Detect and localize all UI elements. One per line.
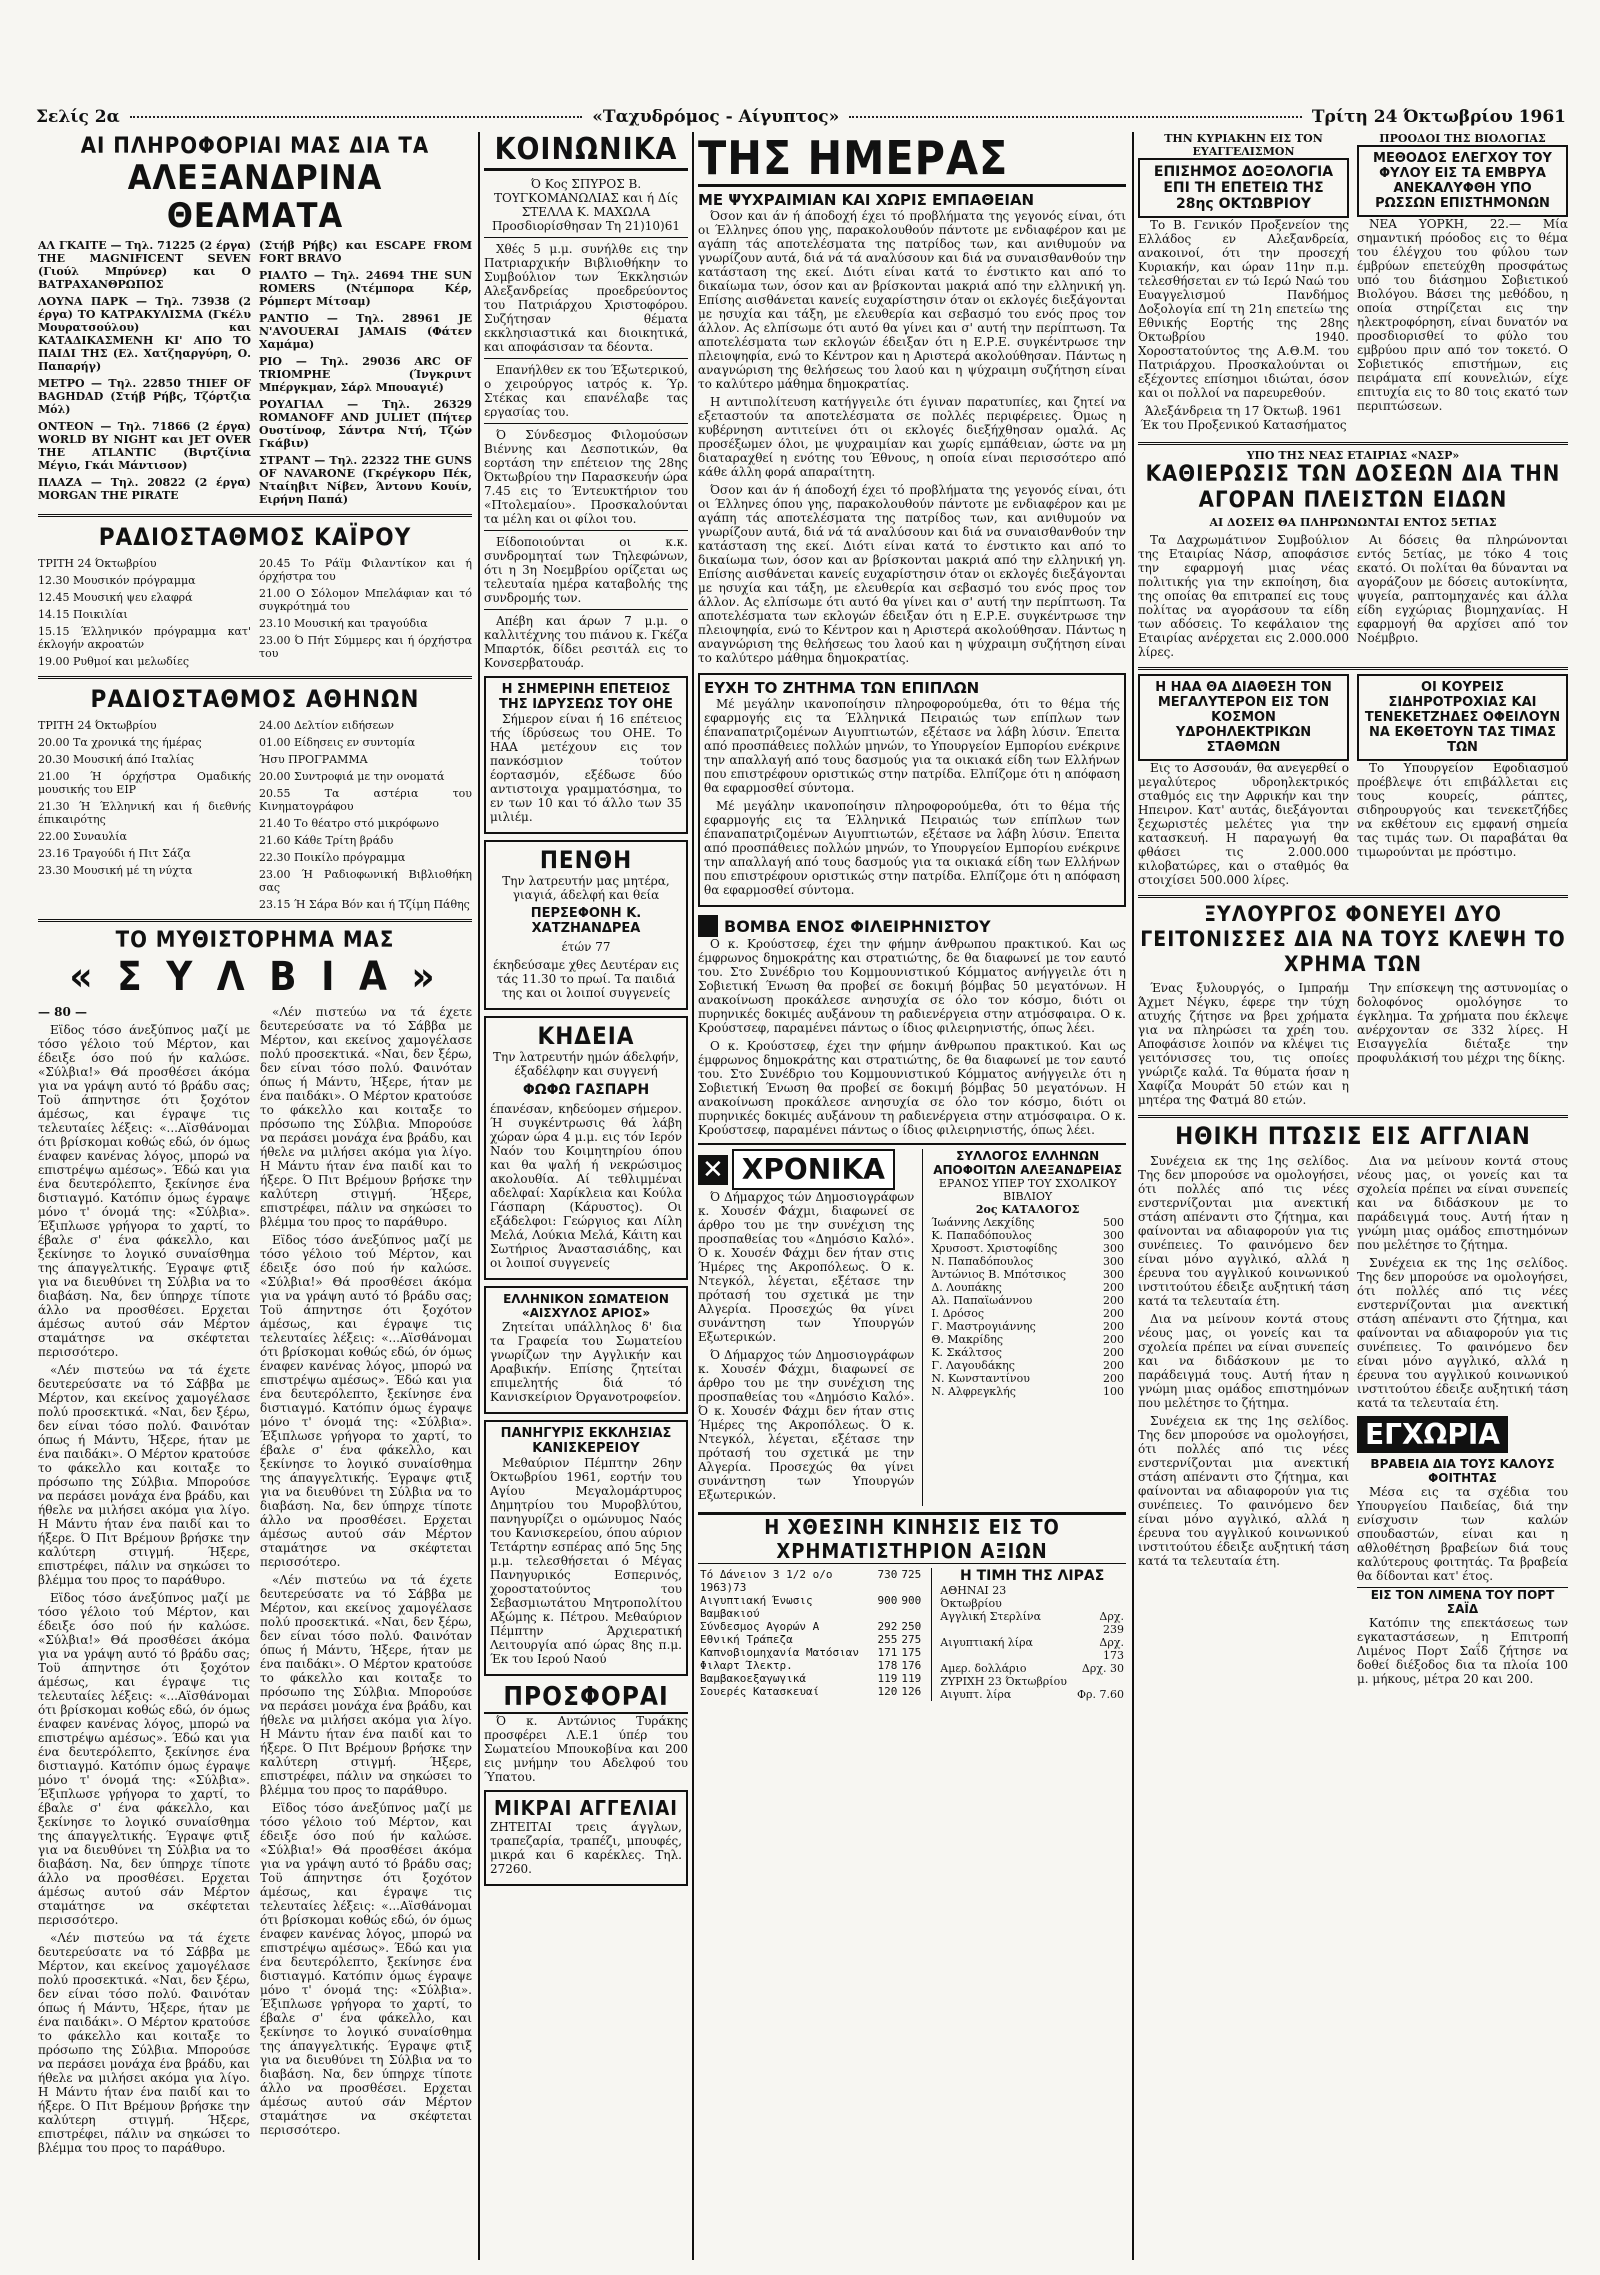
classifieds-title: ΜΙΚΡΑΙ ΑΓΓΕΛΙΑΙ xyxy=(494,1796,678,1820)
lira-row xyxy=(938,1688,1126,1701)
stock-row xyxy=(698,1620,923,1633)
donor-row xyxy=(929,1333,1126,1346)
radio-line: 14.15 Ποικιλίαι xyxy=(38,608,128,621)
cinema-entry: ΡΟΥΑΓΙΑΛ — Τηλ. 26329 ROMANOFF AND JULIET (Πήτερ Ουστίνοφ, Σάντρα Ντή, Τζών Γκάβιν) xyxy=(259,398,472,450)
radio-line: 23.00 Ό Πήτ Σύμμερς και ή όρχήστρα του xyxy=(259,634,472,660)
donor-row-cell: 200 xyxy=(1103,1372,1124,1385)
novel-installment: — 80 — xyxy=(38,1005,88,1019)
donor-row xyxy=(929,1385,1126,1398)
stock-row-cell: 178 xyxy=(877,1659,898,1672)
furniture-title: ΕΥΧΗ ΤΟ ΖΗΤΗΜΑ ΤΩΝ ΕΠΙΠΛΩΝ xyxy=(704,679,980,697)
section-title: ΤΗΣ ΗΜΕΡΑΣ xyxy=(698,132,1126,187)
donors-table xyxy=(929,1216,1126,1398)
mid-row xyxy=(1138,674,1568,891)
radio-line: 01.00 Είδησεις εν συντομία xyxy=(259,736,416,749)
lira-row-cell: ΖΥΡΙΧΗ 23 Όκτωβρίου xyxy=(940,1675,1067,1688)
column-rule xyxy=(478,132,480,2260)
furniture-text: Μέ μεγάλην ικανοποίησιν πληροφορούμεθα, ότι το θέμα τής εφαρμογής εις τα Έλληνικά Πειραιώς των επίπλων των έπαναπατριζομένων Αιγυπτιωτών, εξέτασε να λάβη λύσιν. Έπειτα από προσπάθειες πολλών μηνών, το Υπουργείον Εμπορίου ενέκρινε την απαλλαγή από τους δασμούς για τα οικιακά είδη των Ελλήνων που επιστρέφουν οριστικώς στην πατρίδα. Ελπίζομε ότι η απόφαση θα εφαρμοσθεί σύντομα. xyxy=(704,799,1120,897)
lira-row-cell: ΑΘΗΝΑΙ 23 Όκτωβρίου xyxy=(940,1584,1007,1610)
cinema-entry: ΡΙΑΛΤΟ — Τηλ. 24694 THE SUN ROMERS (Ντέμπορα Κέρ, Ρόμπερτ Μίτσαμ) xyxy=(259,269,472,308)
cinema-entry: ΛΟΥΝΑ ΠΑΡΚ — Τηλ. 73938 (2 έργα) ΤΟ ΚΑΤΡΑΚΥΛΙΣΜΑ (Γκέλυ Μουρατσούλου) και ΚΑΤΑΔΙΚΑΣΜΕΝΗ ΚΙ' ΑΠΟ ΤΟ ΠΑΙΔΙ ΤΗΣ (Ελ. Χατζηαργύρη, Ο. Παπαρήγ) xyxy=(38,295,251,373)
stock-row-cell: 250 xyxy=(901,1620,922,1633)
radio-line: 12.30 Μουσικόν πρόγραμμα xyxy=(38,574,196,587)
lira-row-cell: Αιγυπτ. λίρα xyxy=(940,1688,1012,1701)
radio-line: Ήσυ ΠΡΟΓΡΑΜΜΑ xyxy=(259,753,368,766)
chronika-x-mark: ✕ xyxy=(698,1155,728,1185)
donor-row xyxy=(929,1216,1126,1229)
local-news-text: Μέσα εις τα σχέδια του Υπουργείου Παιδείας, διά την ενίσχυσιν των καλών σπουδαστών, είναι και η αθλοθέτηση βραβείων διά τους καλύτερους φοιτητάς. Τα βραβεία θα δίδονται κατ' έτος. xyxy=(1357,1485,1568,1583)
novel-text: «Λέν πιστεύω να τά έχετε δευτερεύσατε να τό Σάββα με Μέρτον, και εκείνος χαμογέλασε πολύ προσεκτικά. «Ναι, δεν ξέρω, δεν είναι τόσο πολύ. Φαινόταν όπως ή Μάντυ, Ήξερε, ήταν με ένα παιδάκι». Ο Μέρτον κρατούσε το φάκελλο και κοιταξε το πρόσωπο της Σύλβια. Μπορούσε να περάσει μονάχα ένα βράδυ, και ήθελε να μιλήσει ακόμα για λίγο. Η Μάντυ ήταν ένα παιδί και το ήξερε. Ό Πιτ Βρέμουν βρήσκε την καλύτερη στιγμή. Ήξερε, επιστρέφει, πάλιν να σηκώσει το βλέμμα του προς το παράθυρο. xyxy=(38,1931,250,2155)
radio-line: 12.45 Μουσική ψευ ελαφρά xyxy=(38,591,193,604)
england-text: Συνέχεια εκ της 1ης σελίδος. Της δεν μπορούσε να ομολογήσει, ότι πολλές από τις νέες ενστερνίζονται μια ανεκτική στάση απέναντι στο ζήτημα, και φαίνονται να αδιαφορούν για τις συνέπειες. Το φαινόμενο δεν είναι μόνο αγγλικό, αλλά η έρευνα του αγγλικού κοινωνικού ινστιτούτου έδειξε αυξητική τάση κατά τα τελευταία έτη. xyxy=(1357,1256,1568,1410)
doxology-signature: Άλεξάνδρεια τη 17 Όκτωβ. 1961 Έκ του Προξενικού Κατασήματος xyxy=(1140,404,1347,432)
column-rule xyxy=(1132,132,1134,2260)
donor-row-cell: Ν. Κωνσταντίνου xyxy=(931,1372,1030,1385)
lira-title: Η ΤΙΜΗ ΤΗΣ ΛΙΡΑΣ xyxy=(959,1568,1105,1584)
donor-row-cell: Άντώνιος Β. Μπότσικος xyxy=(931,1268,1067,1281)
england-title: ΗΘΙΚΗ ΠΤΩΣΙΣ ΕΙΣ ΑΓΓΛΙΑΝ xyxy=(1175,1122,1531,1150)
cinema-title: ΑΛΕΞΑΝΔΡΙΝΑ ΘΕΑΜΑΤΑ xyxy=(127,158,383,236)
social-item: Επανήλθεν εκ του Έξωτερικού, ο χειρούργος ιατρός κ. Ύρ. Στέκας και επανέλαβε τας εργασίας του. xyxy=(484,363,688,419)
un-anniversary-text: Σήμερον είναι ή 16 επέτειος τής ίδρύσεως του ΟΗΕ. Το ΗΑΑ μετέχουν εις τον πανκόσμιον τούτον έορτασμόν, εξέδωσε δύο αντιστοιχα γραμματόσημα, το εν των 10 και τό άλλο των 35 μιλιέμ. xyxy=(490,712,682,824)
radio-line: 21.40 Το θέατρο στό μικρόφωνο xyxy=(259,817,439,830)
donor-row-cell: Γ. Λαγουδάκης xyxy=(931,1359,1015,1372)
bomb-text: Ο κ. Κρούστσεφ, έχει την φήμην άνθρωπου πρακτικού. Και ως έμφρωνος δημοκράτης και στρατιώτης, δε θα διαφωνεί με τον εαυτό του. Στο Συνέδριο του Κομμουνιστικού Κόμματος ανήγγειλε ότι η Σοβιετική Ένωση θα προβεί σε δοκιμή βόμβας 50 μεγατόνων. Η ανακοίνωση προκάλεσε ανησυχία σε όλο τον κόσμο, διότι οι πυρηνικές δοκιμές αυξάνουν τη ραδιενέργεια στην ατμόσφαιρα. Ο κ. Κρούστσεφ, παραμένει πάντως ο ίδιος φιλειρηνιστής, όπως λέει. xyxy=(698,1039,1126,1137)
donor-row-cell: Ν. Παπαδόπουλος xyxy=(931,1255,1034,1268)
radio-line: ΤΡΙΤΗ 24 Όκτωβρίου xyxy=(38,719,157,732)
lira-row-cell xyxy=(1073,1584,1126,1610)
funeral-title: ΚΗΔΕΙΑ xyxy=(537,1022,635,1050)
cinema-entry: ΟΝΤΕΟΝ — Τηλ. 71866 (2 έργα) WORLD BY NIGHT και JET OVER THE ATLANTIC (Βιρτζίνια Μέγιο, Γκάι Μάντισον) xyxy=(38,420,251,472)
paper-name: «Ταχυδρόμος - Αίγυπτος» xyxy=(592,107,840,127)
cinema-entry: ΠΛΑΖΑ — Τηλ. 20822 (2 έργα) MORGAN THE PIRATE xyxy=(38,476,251,502)
cinema-list-right xyxy=(259,239,472,510)
un-anniversary-box xyxy=(484,676,688,834)
bullet-mark xyxy=(698,915,718,937)
england-text: Δια να μείνουν κοντά στους νέους μας, οι γονείς και τα σχολεία πρέπει να είναι συνεπείς και να διδάσκουν με το παράδειγμά τους. Αυτή ήταν η γνώμη μιας ομάδος επιστημόνων που μελέτησε το ζήτημα. xyxy=(1138,1312,1349,1410)
novel-kicker: ΤΟ ΜΥΘΙΣΤΟΡΗΜΑ ΜΑΣ xyxy=(115,928,395,953)
stock-table xyxy=(698,1568,923,1698)
social-item: Χθές 5 μ.μ. συνήλθε εις την Πατριαρχικήν Βιβλιοθήκην το Συμβούλιον των Έκκλησιών Αλεξανδρείας προεδρεύοντος του Πατριάρχου Χριστοφόρου. Συζήτησαν θέματα εκκλησιαστικά και διοικητικά, και αποφάσισαν τα δέοντα. xyxy=(484,242,688,354)
lira-row-cell: Αιγυπτιακή λίρα xyxy=(940,1636,1033,1649)
column-1 xyxy=(38,132,472,2262)
novel-text: Εϊδος τόσο άνεξύπνος μαζί με τόσο γέλοιο τού Μέρτον, και έδειξε όσο πού ήν καλώσε. «Σύλβια!» Θά προσθέσει άκόμα για να γράψη αυτό τό βράδυ σας; Τοϋ άπηντησε ότι ξοχότον άμέσως, και έγραψε τις τελευταίες λέξεις: «...Αϊσθάνομαι ότι βρίσκομαι κοθώς εδώ, όν όμως έναφεν κανένας λόγος, μπορώ να επιστρέψω αμέσως». Έδώ και για ένα δευτερόλεπτο, ξεκίνησε ένα διστιαγμό. Κατόπιν όμως έγραψε μόνο τ' όνομά της: «Σύλβια». Έξιπλωσε γρήγορα το χαρτί, το έβαλε σ' ένα φάκελλο, και ξεκίνησε το λογικό συναίσθημα της άπαγγελτικής. Έγραψε φτιξ για να διευθύνει τη Σύλβια να το διαβάση. Να, δεν ύπηρχε τίποτε άλλο να προσθέσει. Ερχεται άμέσως αυτού σάν Μέρτον σταμάτησε να σκέφτεται περισσότερο. xyxy=(260,1801,472,2137)
donor-row xyxy=(929,1372,1126,1385)
nasser-body xyxy=(1138,533,1568,663)
editorial-text: Η αντιπολίτευση κατήγγειλε ότι έγιναν παρατυπίες, και ζητεί να εξεταστούν τα αποτελέσματα σε πολλές περιφέρειες. Όμως η κυβέρνηση αντιτείνει ότι οι εκλογές διεξήχθησαν ομαλά. Ας προσέξωμεν όλοι, με ψυχραιμίαν και χωρίς εμπάθειαν, ώστε να μη διαταραχθεί η ενότης του Έθνους, η οποία είναι περισσότερο από κάθε άλλη φορά απαραίτητη. xyxy=(698,395,1126,479)
donor-row xyxy=(929,1359,1126,1372)
stock-row xyxy=(698,1594,923,1620)
radio-line: 21.60 Κάθε Τρίτη βράδυ xyxy=(259,834,394,847)
novel-text: «Λέν πιστεύω να τά έχετε δευτερεύσατε να τό Σάββα με Μέρτον, και εκείνος χαμογέλασε πολύ προσεκτικά. «Ναι, δεν ξέρω, δεν είναι τόσο πολύ. Φαινόταν όπως ή Μάντυ, Ήξερε, ήταν με ένα παιδάκι». Ο Μέρτον κρατούσε το φάκελλο και κοιταξε το πρόσωπο της Σύλβια. Μπορούσε να περάσει μονάχα ένα βράδυ, και ήθελε να μιλήσει ακόμα για λίγο. Η Μάντυ ήταν ένα παιδί και το ήξερε. Ό Πιτ Βρέμουν βρήσκε την καλύτερη στιγμή. Ήξερε, επιστρέφει, πάλιν να σηκώσει το βλέμμα του προς το παράθυρο. xyxy=(38,1363,250,1587)
radio-line: 21.00 Ο Σόλομον Μπελάφιαν και τό συγκρότημά του xyxy=(259,587,472,613)
lira-row-cell: Αμερ. δολλάριο xyxy=(940,1662,1027,1675)
bomb-title: ΒΟΜΒΑ ΕΝΟΣ ΦΙΛΕΙΡΗΝΙΣΤΟΥ xyxy=(724,916,991,936)
donor-row-cell: 300 xyxy=(1103,1268,1124,1281)
radio-line: 21.30 Ή Έλληνική και ή διεθνής έπικαιρότης xyxy=(38,800,251,826)
murder-text: Την επίσκεψη της αστυνομίας ο δολοφόνος ομολόγησε το έγκλημα. Τα χρήματα που έκλεψε ανέρχονταν σε 332 λίρες. Η Εισαγγελία διέταξε την προφυλάκισή του μέχρι της δίκης. xyxy=(1357,981,1568,1065)
novel-text: Εϊδος τόσο άνεξύπνος μαζί με τόσο γέλοιο τού Μέρτον, και έδειξε όσο πού ήν καλώσε. «Σύλβια!» Θά προσθέσει άκόμα για να γράψη αυτό τό βράδυ σας; Τοϋ άπηντησε ότι ξοχότον άμέσως, και έγραψε τις τελευταίες λέξεις: «...Αϊσθάνομαι ότι βρίσκομαι κοθώς εδώ, όν όμως έναφεν κανένας λόγος, μπορώ να επιστρέψω αμέσως». Έδώ και για ένα δευτερόλεπτο, ξεκίνησε ένα διστιαγμό. Κατόπιν όμως έγραψε μόνο τ' όνομά της: «Σύλβια». Έξιπλωσε γρήγορα το χαρτί, το έβαλε σ' ένα φάκελλο, και ξεκίνησε το λογικό συναίσθημα της άπαγγελτικής. Έγραψε φτιξ για να διευθύνει τη Σύλβια να το διαβάση. Να, δεν ύπηρχε τίποτε άλλο να προσθέσει. Ερχεται άμέσως αυτού σάν Μέρτον σταμάτησε να σκέφτεται περισσότερο. xyxy=(38,1591,250,1927)
radio-line: 24.00 Δελτίον ειδήσεων xyxy=(259,719,394,732)
donor-row-cell: Αλ. Παπαϊωάννου xyxy=(931,1294,1033,1307)
offers-title: ΠΡΟΣΦΟΡΑΙ xyxy=(484,1682,688,1714)
england-text: Συνέχεια εκ της 1ης σελίδος. Της δεν μπορούσε να ομολογήσει, ότι πολλές από τις νέες ενστερνίζονται μια ανεκτική στάση απέναντι στο ζήτημα, και φαίνονται να αδιαφορούν για τις συνέπειες. Το φαινόμενο δεν είναι μόνο αγγλικό, αλλά η έρευνα του αγγλικού κοινωνικού ινστιτούτου έδειξε αυξητική τάση κατά τα τελευταία έτη. xyxy=(1138,1414,1349,1568)
mourning-name: ΠΕΡΣΕΦΟΝΗ Κ. ΧΑΤΖΗΑΝΔΡΕΑ xyxy=(530,906,642,936)
biology-text: ΝΕΑ ΥΟΡΚΗ, 22.— Μία σημαντική πρόοδος εις το θέμα του έλέγχου του φύλου των έμβρύων επετεύχθη προσφάτως υπό του διάσημου Σοβιετικού Βιολόγου. Βάσει της μεθόδου, η οποία στηρίζεται εις την ηλεκτροφόρηση, είναι δυνατόν να προσδιορισθεί το φύλο του εμβρύου πριν από τον τοκετό. Ο Σοβιετικός επιστήμων, εις πειράματα επί κουνελιών, είχε επιτυχία εις το 80 τοις εκατό των περιπτώσεων. xyxy=(1357,217,1568,413)
nasser-title: ΚΑΘΙΕΡΩΣΙΣ ΤΩΝ ΔΟΣΕΩΝ ΔΙΑ ΤΗΝ ΑΓΟΡΑΝ ΠΛΕΙΣΤΩΝ ΕΙΔΩΝ xyxy=(1145,462,1561,513)
port-title: ΕΙΣ ΤΟΝ ΛΙΜΕΝΑ ΤΟΥ ΠΟΡΤ ΣΑΪΔ xyxy=(1357,1587,1568,1616)
local-news-kicker: ΒΡΑΒΕΙΑ ΔΙΑ ΤΟΥΣ ΚΑΛΟΥΣ ΦΟΙΤΗΤΑΣ xyxy=(1370,1457,1555,1485)
donor-row-cell: 300 xyxy=(1103,1255,1124,1268)
radio-line: ΤΡΙΤΗ 24 Όκτωβρίου xyxy=(38,557,157,570)
stock-row-cell: 275 xyxy=(901,1633,922,1646)
novel-text: Εϊδος τόσο άνεξύπνος μαζί με τόσο γέλοιο τού Μέρτον, και έδειξε όσο πού ήν καλώσε. «Σύλβια!» Θά προσθέσει άκόμα για να γράψη αυτό τό βράδυ σας; Τοϋ άπηντησε ότι ξοχότον άμέσως, και έγραψε τις τελευταίες λέξεις: «...Αϊσθάνομαι ότι βρίσκομαι κοθώς εδώ, όν όμως έναφεν κανένας λόγος, μπορώ να επιστρέψω αμέσως». Έδώ και για ένα δευτερόλεπτο, ξεκίνησε ένα διστιαγμό. Κατόπιν όμως έγραψε μόνο τ' όνομά της: «Σύλβια». Έξιπλωσε γρήγορα το χαρτί, το έβαλε σ' ένα φάκελλο, και ξεκίνησε το λογικό συναίσθημα της άπαγγελτικής. Έγραψε φτιξ για να διευθύνει τη Σύλβια να το διαβάση. Να, δεν ύπηρχε τίποτε άλλο να προσθέσει. Ερχεται άμέσως αυτού σάν Μέρτον σταμάτησε να σκέφτεται περισσότερο. xyxy=(38,1023,250,1359)
festival-text: Μεθαύριον Πέμπτην 26ην Όκτωβρίου 1961, εορτήν του Αγίου Μεγαλομάρτυρος Δημητρίου του Μυροβλύτου, πανηγυρίζει ο ομώνυμος Ναός του Κανισκερείου, όπου αύριον Τετάρτην εσπέρας από 5ης 5ης μ.μ. τελεσθήσεται ό Μέγας Πανηγυρικός Εσπερινός, χοροστατούντος του Σεβασμιωτάτου Μητροπολίτου Αξώμης κ. Πέτρου. Μεθαύριον Πέμπτην Άρχιερατική Λειτουργία από ώρας 8ης π.μ. Έκ του Ιερού Ναού xyxy=(490,1456,682,1666)
novel-title: « Σ Υ Λ Β Ι Α » xyxy=(69,954,441,1000)
donor-row xyxy=(929,1229,1126,1242)
stock-row-cell: 292 xyxy=(877,1620,898,1633)
donor-row-cell: Κ. Σκάλτσος xyxy=(931,1346,1002,1359)
stock-row xyxy=(698,1646,923,1659)
radio-line: 19.00 Ρυθμοί και μελωδίες xyxy=(38,655,189,668)
donor-row xyxy=(929,1281,1126,1294)
donor-row-cell: Ν. Αλφρεγκλής xyxy=(931,1385,1016,1398)
donor-row-cell: Δ. Λουπάκης xyxy=(931,1281,1002,1294)
stock-row-cell: Καπνοβιομηχανία Ματόσιαν xyxy=(700,1646,859,1659)
barbers-title: ΟΙ ΚΟΥΡΕΙΣ ΣΙΔΗΡΟΤΡΟΧΙΑΣ ΚΑΙ ΤΕΝΕΚΕΤΖΗΔΕΣ ΟΦΕΙΛΟΥΝ ΝΑ ΕΚΘΕΤΟΥΝ ΤΑΣ ΤΙΜΑΣ ΤΩΝ xyxy=(1357,674,1568,761)
association-text: Ζητείται υπάλληλος δ' δια τα Γραφεία του Σωματείου γνωρίζων την Αγγλικήν και Αραβικήν. Επίσης ζητείται επιμελητής διά τό Κανισκείριον Όργανοτροφείον. xyxy=(490,1320,682,1404)
radio-line: 23.15 Ή Σάρα Βόν και ή Τζίμη Πάθης xyxy=(259,898,470,911)
donor-row-cell: 300 xyxy=(1103,1229,1124,1242)
doxology-text: Το Β. Γενικόν Προξενείον της Ελλάδος εν Αλεξανδρεία, ανακοινοί, ότι την προσεχή Κυριακήν, και ώραν 11ην π.μ. τελεσθήσεται εν τώ Ιερώ Ναώ του Ευαγγελισμού Πανδήμος Δοξολογία επί τη 21η επετείω της Εθνικής Εορτής της 28ης Όκτωβρίου 1940. Χοροστατούντος της Α.Θ.Μ. του Πατριάρχου. Προσκαλούνται οι εξέχοντες επίσημοι ιδιώται, όσον και οι πολλοί να παρευρεθούν. xyxy=(1138,218,1349,400)
lira-row-cell: Δρχ. 239 xyxy=(1099,1610,1124,1636)
radio-cairo-title: ΡΑΔΙΟΣΤΑΘΜΟΣ ΚΑΪΡΟΥ xyxy=(98,523,412,551)
radio-line: 23.00 Ή Ραδιοφωνική Βιβλιοθήκη σας xyxy=(259,868,472,894)
nasser-text: Τα Δαχρωμάτινον Συμβούλιον της Εταιρίας Νάσρ, αποφάσισε την εφαρμογή μιας νέας πολιτικής για την εκποίηση, δια της οποίας θα επιτραπεί εις τους πολίτας να αγοράσουν τα είδη των αδόσεις. Το κεφάλαιον της Εταιρίας ανέρχεται εις 2.000.000 λίρες. xyxy=(1138,533,1349,659)
social-title: ΚΟΙΝΩΝΙΚΑ xyxy=(484,132,688,171)
donor-row-cell: 500 xyxy=(1103,1216,1124,1229)
stock-row-cell: Εθνική Τράπεζα xyxy=(700,1633,793,1646)
header-divider xyxy=(849,116,1302,118)
chronika-row xyxy=(698,1143,1126,1506)
offers-text: Ό κ. Αντώνιος Τυράκης προσφέρει Λ.Ε.1 ύπέρ του Σωματείου Μπουκοβίνα και 200 εις μνήμην του Αδελφού του Ύπατου. xyxy=(484,1714,688,1784)
radio-line: 21.00 Ή όρχήστρα Ομαδικής μουσικής του ΕΙΡ xyxy=(38,770,251,796)
radio-line: 20.45 Το Ράϊμ Φιλαντίκον και ή όρχήστρα του xyxy=(259,557,472,583)
port-text: Κατόπιν της επεκτάσεως των εγκαταστάσεων, η Επιτροπή Λιμένος Πορτ Σαΐδ ζήτησε να δοθεί διέξοδος δια τα πλοία 100 μ. μήκους, μέτρα 20 και 200. xyxy=(1357,1616,1568,1686)
mourning-text: έκηδεύσαμε χθες Δευτέραν εις τάς 11.30 το πρωί. Τα παιδιά της και οι λοιποί συγγενείς xyxy=(493,958,679,1000)
stock-row xyxy=(698,1633,923,1646)
radio-line: 15.15 Έλληνικόν πρόγραμμα κατ' έκλογήν ακροατών xyxy=(38,625,251,651)
funeral-name: ΦΩΦΩ ΓΑΣΠΑΡΗ xyxy=(522,1082,650,1098)
murder-body xyxy=(1138,981,1568,1111)
stock-row-cell: 900 xyxy=(901,1594,922,1607)
social-item: Είδοποιούνται οι κ.κ. συνδρομηταί των Τηλεφώνων, ότι η 3η Νοεμβρίου ορίζεται ως τελευταία ημέρα καταβολής της συνδρομής των. xyxy=(484,535,688,605)
furniture-article xyxy=(698,673,1126,907)
association-title: ΕΛΛΗΝΙΚΟΝ ΣΩΜΑΤΕΙΟΝ «ΑΙΣΧΥΛΟΣ ΑΡΙΟΣ» xyxy=(503,1292,669,1320)
stock-row-cell: 126 xyxy=(901,1685,922,1698)
stock-row xyxy=(698,1685,923,1698)
funeral-notice xyxy=(484,1016,688,1280)
radio-line: 20.00 Συντροφιά με την ονοματά xyxy=(259,770,445,783)
donor-row xyxy=(929,1346,1126,1359)
stock-row xyxy=(698,1568,1126,1701)
association-notice xyxy=(484,1286,688,1414)
radio-cairo-schedule xyxy=(38,557,472,672)
novel-text: «Λέν πιστεύω να τά έχετε δευτερεύσατε να τό Σάββα με Μέρτον, και εκείνος χαμογέλασε πολύ προσεκτικά. «Ναι, δεν ξέρω, δεν είναι τόσο πολύ. Φαινόταν όπως ή Μάντυ, Ήξερε, ήταν με ένα παιδάκι». Ο Μέρτον κρατούσε το φάκελλο και κοιταξε το πρόσωπο της Σύλβια. Μπορούσε να περάσει μονάχα ένα βράδυ, και ήθελε να μιλήσει ακόμα για λίγο. Η Μάντυ ήταν ένα παιδί και το ήξερε. Ό Πιτ Βρέμουν βρήσκε την καλύτερη στιγμή. Ήξερε, επιστρέφει, πάλιν να σηκώσει το βλέμμα του προς το παράθυρο. xyxy=(260,1005,472,1229)
donor-row-cell: 200 xyxy=(1103,1346,1124,1359)
donor-row xyxy=(929,1307,1126,1320)
classifieds-box xyxy=(484,1790,688,1886)
stock-row-cell: 255 xyxy=(877,1633,898,1646)
cinema-entry: ΑΛ ΓΚΑΙΤΕ — Τηλ. 71225 (2 έργα) THE MAGNIFICENT SEVEN (Γιούλ Μπρύνερ) και Ο ΒΑΤΡΑΧΑΝΘΡΩΠΟΣ xyxy=(38,239,251,291)
alumni-subtitle: ΕΡΑΝΟΣ ΥΠΕΡ ΤΟΥ ΣΧΟΛΙΚΟΥ ΒΙΒΛΙΟΥ xyxy=(938,1177,1117,1203)
stock-row-cell: Σύνδεσμος Αγορών Α xyxy=(700,1620,820,1633)
hydro-title: Η ΗΑΑ ΘΑ ΔΙΑΘΕΣΗ ΤΟΝ ΜΕΓΑΛΥΤΕΡΟΝ ΕΙΣ ΤΟΝ ΚΟΣΜΟΝ ΥΔΡΟΗΛΕΚΤΡΙΚΩΝ ΣΤΑΘΜΩΝ xyxy=(1138,674,1349,761)
un-anniversary-title: Η ΣΗΜΕΡΙΝΗ ΕΠΕΤΕΙΟΣ ΤΗΣ ΙΔΡΥΣΕΩΣ ΤΟΥ ΟΗΕ xyxy=(499,682,673,712)
stock-row-cell: 120 xyxy=(877,1685,898,1698)
stock-row-cell: 900 xyxy=(877,1594,898,1607)
festival-notice xyxy=(484,1420,688,1676)
cinema-list-left xyxy=(38,239,251,510)
chronika-title: ΧΡΟΝΙΚΑ xyxy=(732,1149,895,1190)
funeral-text: έπανέσαν, κηδεύομεν σήμερον. Ή συγκέντρωσις θά λάβη χώραν ώρα 4 μ.μ. εις τόν Ιερόν Ναόν του Κοιμητηρίου όπου και θα ψαλή ή νεκρώσιμος ακολουθία. Αί τεθλιμμέναι αδελφαί: Χαρίκλεια και Κούλα Γάσπαρη (Κάρυστος). Οι εξάδελφοι: Γεώργιος και Λίλη Μελά, Λούκια Μελά, Κάιτη και Σωτήριος Άναστασιάδης, και οι λοιποί συγγενείς xyxy=(490,1102,682,1270)
alumni-title: ΣΥΛΛΟΓΟΣ ΕΛΛΗΝΩΝ ΑΠΟΦΟΙΤΩΝ ΑΛΕΞΑΝΔΡΕΙΑΣ xyxy=(933,1149,1123,1177)
radio-line: 20.30 Μουσική άπό Ιταλίας xyxy=(38,753,194,766)
england-text: Συνέχεια εκ της 1ης σελίδος. Της δεν μπορούσε να ομολογήσει, ότι πολλές από τις νέες ενστερνίζονται μια ανεκτική στάση απέναντι στο ζήτημα, και φαίνονται να αδιαφορούν για τις συνέπειες. Το φαινόμενο δεν είναι μόνο αγγλικό, αλλά η έρευνα του αγγλικού κοινωνικού ινστιτούτου έδειξε αυξητική τάση κατά τα τελευταία έτη. xyxy=(1138,1154,1349,1308)
lira-row-cell xyxy=(1073,1675,1126,1688)
alumni-list-title: 2ος ΚΑΤΑΛΟΓΟΣ xyxy=(975,1203,1080,1216)
radio-line: 23.10 Μουσική και τραγούδια xyxy=(259,617,428,630)
radio-line: 22.00 Συναυλία xyxy=(38,830,127,843)
local-news-title: ΕΓΧΩΡΙΑ xyxy=(1357,1416,1508,1453)
cinema-listings xyxy=(38,239,472,510)
biology-kicker: ΠΡΟΟΔΟΙ ΤΗΣ ΒΙΟΛΟΓΙΑΣ xyxy=(1379,132,1546,145)
stock-row-cell: 730 xyxy=(877,1568,898,1581)
donor-row-cell: 200 xyxy=(1103,1320,1124,1333)
donor-row-cell: Χρυσοστ. Χριστοφίδης xyxy=(931,1242,1058,1255)
lira-row-cell: Δρχ. 173 xyxy=(1099,1636,1124,1662)
mourning-title: ΠΕΝΘΗ xyxy=(539,846,633,874)
social-item: Ό Σύνδεσμος Φιλομούσων Βιέννης και Δεσποτικών, θα εορτάση την επέτειον της 28ης Όκτωβρίου την Παρασκευήν ώρα 7.45 εις το Έντευκτήριον του «Πτολεμαίου». Προσκαλούνται τα μέλη και οι φίλοι του. xyxy=(484,428,688,526)
donor-row-cell: 300 xyxy=(1103,1242,1124,1255)
england-text: Δια να μείνουν κοντά στους νέους μας, οι γονείς και τα σχολεία πρέπει να είναι συνεπείς και να διδάσκουν με το παράδειγμά τους. Αυτή ήταν η γνώμη μιας ομάδος επιστημόνων που μελέτησε το ζήτημα. xyxy=(1357,1154,1568,1252)
bomb-text: Ο κ. Κρούστσεφ, έχει την φήμην άνθρωπου πρακτικού. Και ως έμφρωνος δημοκράτης και στρατιώτης, δε θα διαφωνεί με τον εαυτό του. Στο Συνέδριο του Κομμουνιστικού Κόμματος ανήγγειλε ότι η Σοβιετική Ένωση θα προβεί σε δοκιμή βόμβας 50 μεγατόνων. Η ανακοίνωση προκάλεσε ανησυχία σε όλο τον κόσμο, διότι οι πυρηνικές δοκιμές αυξάνουν τη ραδιενέργεια στην ατμόσφαιρα. Ο κ. Κρούστσεφ, παραμένει πάντως ο ίδιος φιλειρηνιστής, όπως λέει. xyxy=(698,937,1126,1035)
radio-athens-title: ΡΑΔΙΟΣΤΑΘΜΟΣ ΑΘΗΝΩΝ xyxy=(90,685,420,713)
radio-line: 23.30 Μουσική μέ τη νύχτα xyxy=(38,864,193,877)
lira-table xyxy=(938,1584,1126,1701)
stock-row-cell: 725 xyxy=(901,1568,922,1581)
doxology-title: ΕΠΙΣΗΜΟΣ ΔΟΞΟΛΟΓΙΑ ΕΠΙ ΤΗ ΕΠΕΤΕΙΩ ΤΗΣ 28ης ΟΚΤΩΒΡΙΟΥ xyxy=(1138,158,1349,218)
stock-row-cell: Σουερές Κατασκευαί xyxy=(700,1685,820,1698)
cinema-entry: (Στήβ Ρήβς) και ESCAPE FROM FORT BRAVO xyxy=(259,239,472,265)
chronika-text: Ό Δήμαρχος τών Δημοσιογράφων κ. Χουσέν Φάχμι, διαφωνεί σε άρθρο του με την συνέχιση της προσπαθείας του «Δημόσιο Καλό». Ό κ. Χουσέν Φάχμι δεν ήταν στις Ήμέρες της Ακροπόλεως. Ό κ. Ντεγκόλ, λέγεται, εξέτασε την πρότασή του σχετικά με την Αλγερία. Προσεχώς θα γίνει συνάντηση των Υπουργών Εξωτερικών. xyxy=(698,1348,915,1502)
column-3 xyxy=(698,132,1126,2262)
engagement-notice: Ό Κος ΣΠΥΡΟΣ Β. ΤΟΥΓΚΟΜΑΝΩΛΙΑΣ και ή Δίς ΣΤΕΛΛΑ Κ. ΜΑΧΩΛΑ Προσδιορίσθησαν Τη 21)10)61 xyxy=(491,177,681,233)
murder-text: Ένας ξυλουργός, ο Ιμπραήμ Άχμετ Νέγκυ, έφερε την τύχη ατυχής ζήτησε να βρει χρήματα για να πληρώσει τα χρέη του. Αποφάσισε λοιπόν να κλέψει τις γειτόνισσες του, τις οποίες γνώριζε καλά. Τα θύματα ήσαν η Χαφίζα Μουράτ 50 ετών και η μητέρα της Φατμά 80 ετών. xyxy=(1138,981,1349,1107)
page-number: Σελίς 2α xyxy=(36,107,120,127)
lira-row xyxy=(938,1675,1126,1688)
donor-row-cell: Κ. Παπαδόπουλος xyxy=(931,1229,1032,1242)
classified-ad: ΖΗΤΕΙΤΑΙ τρεις άγγλων, τραπεζαρία, τραπέζι, μπουφές, μικρά και 6 καρέκλες. Τηλ. 27260. xyxy=(490,1820,682,1876)
stock-row-cell: 175 xyxy=(901,1646,922,1659)
novel-text: Εϊδος τόσο άνεξύπνος μαζί με τόσο γέλοιο τού Μέρτον, και έδειξε όσο πού ήν καλώσε. «Σύλβια!» Θά προσθέσει άκόμα για να γράψη αυτό τό βράδυ σας; Τοϋ άπηντησε ότι ξοχότον άμέσως, και έγραψε τις τελευταίες λέξεις: «...Αϊσθάνομαι ότι βρίσκομαι κοθώς εδώ, όν όμως έναφεν κανένας λόγος, μπορώ να επιστρέψω αμέσως». Έδώ και για ένα δευτερόλεπτο, ξεκίνησε ένα διστιαγμό. Κατόπιν όμως έγραψε μόνο τ' όνομά της: «Σύλβια». Έξιπλωσε γρήγορα το χαρτί, το έβαλε σ' ένα φάκελλο, και ξεκίνησε το λογικό συναίσθημα της άπαγγελτικής. Έγραψε φτιξ για να διευθύνει τη Σύλβια να το διαβάση. Να, δεν ύπηρχε τίποτε άλλο να προσθέσει. Ερχεται άμέσως αυτού σάν Μέρτον σταμάτησε να σκέφτεται περισσότερο. xyxy=(260,1233,472,1569)
lira-row xyxy=(938,1636,1126,1662)
murder-title: ΞΥΛΟΥΡΓΟΣ ΦΟΝΕΥΕΙ ΔΥΟ ΓΕΙΤΟΝΙΣΣΕΣ ΔΙΑ ΝΑ ΤΟΥΣ ΚΛΕΨΗ ΤΟ ΧΡΗΜΑ ΤΩΝ xyxy=(1140,902,1566,976)
radio-line: 20.00 Τα χρονικά της ήμέρας xyxy=(38,736,202,749)
donor-row xyxy=(929,1268,1126,1281)
editorial-title: ΜΕ ΨΥΧΡΑΙΜΙΑΝ ΚΑΙ ΧΩΡΙΣ ΕΜΠΑΘΕΙΑΝ xyxy=(698,191,1035,209)
page-header xyxy=(36,104,1566,130)
lira-row xyxy=(938,1662,1126,1675)
doxology-kicker: ΤΗΝ ΚΥΡΙΑΚΗΝ ΕΙΣ ΤΟΝ ΕΥΑΓΓΕΛΙΣΜΟΝ xyxy=(1164,132,1323,158)
donor-row xyxy=(929,1294,1126,1307)
donor-row-cell: Ι. Δρόσος xyxy=(931,1307,984,1320)
header-divider xyxy=(130,116,583,118)
lira-row-cell: Αγγλική Στερλίνα xyxy=(940,1610,1042,1623)
social-item: Απέβη και άρων 7 μ.μ. ο καλλιτέχνης του πιάνου κ. Γκέζα Μπαρτόκ, δίδει ρεσιτάλ εις το Κονσερβατουάρ. xyxy=(484,614,688,670)
chronika-text: Ό Δήμαρχος τών Δημοσιογράφων κ. Χουσέν Φάχμι, διαφωνεί σε άρθρο του με την συνέχιση της προσπαθείας του «Δημόσιο Καλό». Ό κ. Χουσέν Φάχμι δεν ήταν στις Ήμέρες της Ακροπόλεως. Ό κ. Ντεγκόλ, λέγεται, εξέτασε την πρότασή του σχετικά με την Αλγερία. Προσεχώς θα γίνει συνάντηση των Υπουργών Εξωτερικών. xyxy=(698,1190,915,1344)
column-2 xyxy=(484,132,688,2262)
mourning-age: έτών 77 xyxy=(561,940,611,954)
stock-row-cell: 171 xyxy=(877,1646,898,1659)
novel-text: «Λέν πιστεύω να τά έχετε δευτερεύσατε να τό Σάββα με Μέρτον, και εκείνος χαμογέλασε πολύ προσεκτικά. «Ναι, δεν ξέρω, δεν είναι τόσο πολύ. Φαινόταν όπως ή Μάντυ, Ήξερε, ήταν με ένα παιδάκι». Ο Μέρτον κρατούσε το φάκελλο και κοιταξε το πρόσωπο της Σύλβια. Μπορούσε να περάσει μονάχα ένα βράδυ, και ήθελε να μιλήσει ακόμα για λίγο. Η Μάντυ ήταν ένα παιδί και το ήξερε. Ό Πιτ Βρέμουν βρήσκε την καλύτερη στιγμή. Ήξερε, επιστρέφει, πάλιν να σηκώσει το βλέμμα του προς το παράθυρο. xyxy=(260,1573,472,1797)
donor-row-cell: 200 xyxy=(1103,1359,1124,1372)
lira-row-cell: Φρ. 7.60 xyxy=(1077,1688,1124,1701)
donor-row-cell: Ίωάννης Λεκχίδης xyxy=(931,1216,1035,1229)
stock-row-cell: 119 xyxy=(901,1672,922,1685)
biology-title: ΜΕΘΟΔΟΣ ΕΛΕΓΧΟΥ ΤΟΥ ΦΥΛΟΥ ΕΙΣ ΤΑ ΕΜΒΡΥΑ ΑΝΕΚΑΛΥΦΘΗ ΥΠΟ ΡΩΣΣΩΝ ΕΠΙΣΤΗΜΟΝΩΝ xyxy=(1357,145,1568,217)
top-row xyxy=(1138,132,1568,436)
cinema-entry: ΡΑΝΤΙΟ — Τηλ. 28961 JE N'AVOUERAI JAMAIS (Φάτεν Χαμάμα) xyxy=(259,312,472,351)
cinema-entry: ΡΙΟ — Τηλ. 29036 ARC OF TRIOMPHE (Ίνγκριντ Μπέργκμαν, Σάρλ Μπουαγιέ) xyxy=(259,355,472,394)
donor-row xyxy=(929,1242,1126,1255)
nasser-kicker: ΥΠΟ ΤΗΣ ΝΕΑΣ ΕΤΑΙΡΙΑΣ «ΝΑΣΡ» xyxy=(1246,449,1460,462)
radio-line: 20.55 Τα αστέρια του Κινηματογράφου xyxy=(259,787,472,813)
editorial-text: Όσον και άν ή άποδοχή έχει τό προβλήματα της γεγονός είναι, ότι οι Έλληνες όπου γης, παρακολουθούν πάντοτε με ενδιαφέρον και με αγάπη τάς αποτελέσματα της πατρίδος των, και ανιθυμούν να γνωρίζουν αυτά, διά νά τά αναλύσουν και διά να συναισθανθούν την κατάσταση της εκεί. Διότι είναι κατά το ένστικτο και από το δικαίωμα των, όσον και αν βρίσκονται μακριά από την ελληνική γη. Επίσης αισθάνεται κανείς ευχαρίστησιν όταν οι εκλογές διεξάγονται με ησυχία και τάξη, με ελευθερία και σεβασμό του ενός προς τον άλλον. Ας ελπίσωμε ότι αυτό θα γίνει και σ' αυτή την περίπτωση. Τα αποτελέσματα των εκλογών έδειξαν ότι η Ε.Ρ.Ε. συγκέντρωσε την πλειοψηφία, ενώ το Κέντρον και η Αριστερά ακολούθησαν. Πάντως η αναγνώριση της θελήσεως του λαού και η ψύχραιμη συζήτηση είναι το καλύτερο μάθημα δημοκρατίας. xyxy=(698,209,1126,391)
donor-row-cell: 200 xyxy=(1103,1333,1124,1346)
cinema-kicker: ΑΙ ΠΛΗΡΟΦΟΡΙΑΙ ΜΑΣ ΔΙΑ ΤΑ xyxy=(80,134,430,159)
stock-row-cell: 119 xyxy=(877,1672,898,1685)
editorial-text: Όσον και άν ή άποδοχή έχει τό προβλήματα της γεγονός είναι, ότι οι Έλληνες όπου γης, παρακολουθούν πάντοτε με ενδιαφέρον και με αγάπη τάς αποτελέσματα της πατρίδος των, και ανιθυμούν να γνωρίζουν αυτά, διά νά τά αναλύσουν και διά να συναισθανθούν την κατάσταση της εκεί. Διότι είναι κατά το ένστικτο και από το δικαίωμα των, όσον και αν βρίσκονται μακριά από την ελληνική γη. Επίσης αισθάνεται κανείς ευχαρίστησιν όταν οι εκλογές διεξάγονται με ησυχία και τάξη, με ελευθερία και σεβασμό του ενός προς τον άλλον. Ας ελπίσωμε ότι αυτό θα γίνει και σ' αυτή την περίπτωση. Τα αποτελέσματα των εκλογών έδειξαν ότι η Ε.Ρ.Ε. συγκέντρωσε την πλειοψηφία, ενώ το Κέντρον και η Αριστερά ακολούθησαν. Πάντως η αναγνώριση της θελήσεως του λαού και η ψύχραιμη συζήτηση είναι το καλύτερο μάθημα δημοκρατίας. xyxy=(698,483,1126,665)
donor-row-cell: 200 xyxy=(1103,1281,1124,1294)
radio-line: 22.30 Ποικίλο πρόγραμμα xyxy=(259,851,406,864)
lira-row xyxy=(938,1610,1126,1636)
column-4 xyxy=(1138,132,1568,2262)
funeral-intro: Την λατρευτήν ημών άδελφήν, έξαδέλφην και συγγενή xyxy=(493,1050,679,1078)
furniture-text: Μέ μεγάλην ικανοποίησιν πληροφορούμεθα, ότι το θέμα τής εφαρμογής εις τα Έλληνικά Πειραιώς των επίπλων των έπαναπατριζομένων Αιγυπτιωτών, εξέτασε να λάβη λύσιν. Έπειτα από προσπάθειες πολλών μηνών, το Υπουργείον Εμπορίου ενέκρινε την απαλλαγή από τους δασμούς για τα οικιακά είδη των Ελλήνων που επιστρέφουν οριστικώς στην πατρίδα. Ελπίζομε ότι η απόφαση θα εφαρμοσθεί σύντομα. xyxy=(704,697,1120,795)
donor-row-cell: Θ. Μακρίδης xyxy=(931,1333,1004,1346)
radio-athens-schedule xyxy=(38,719,472,915)
donor-row xyxy=(929,1320,1126,1333)
cinema-entry: ΣΤΡΑΝΤ — Τηλ. 22322 THE GUNS OF NAVARONE (Γκρέγκορυ Πέκ, Νταίηβιτ Νίβεν, Άντονυ Κουίν, Ειρήνη Παπά) xyxy=(259,454,472,506)
lira-row-cell: Δρχ. 30 xyxy=(1081,1662,1124,1675)
festival-title: ΠΑΝΗΓΥΡΙΣ ΕΚΚΛΗΣΙΑΣ ΚΑΝΙΣΚΕΡΕΙΟΥ xyxy=(500,1426,672,1456)
donor-row-cell: Γ. Μαστρογιάννης xyxy=(931,1320,1036,1333)
bomb-article xyxy=(698,915,1126,1137)
donor-row-cell: 200 xyxy=(1103,1294,1124,1307)
stock-row-cell: Αιγυπτιακή Ένωσις Βαμβακιού xyxy=(700,1594,813,1620)
nasser-subtitle: ΑΙ ΔΟΣΕΙΣ ΘΑ ΠΛΗΡΩΝΩΝΤΑΙ ΕΝΤΟΣ 5ΕΤΙΑΣ xyxy=(1209,516,1497,529)
stock-row-cell: Φιλαρτ Ίλεκτρ. xyxy=(700,1659,793,1672)
stock-row-cell: Τό Δάνειον 3 1/2 ο/ο 1963)73 xyxy=(700,1568,833,1594)
stock-row-cell: 176 xyxy=(901,1659,922,1672)
donor-row-cell: 200 xyxy=(1103,1307,1124,1320)
donor-row xyxy=(929,1255,1126,1268)
mourning-intro: Την λατρευτήν μας μητέρα, γιαγιά, άδελφή και θεία xyxy=(502,874,670,902)
column-rule xyxy=(692,132,694,2260)
hydro-text: Εις το Ασσουάν, θα ανεγερθεί ο μεγαλύτερος υδροηλεκτρικός σταθμός εις την Αφρικήν και την Ηπειρον. Κατ' αυτάς, διεξάγονται ξεχωριστές μελέτες για την κατασκευή. Η παραγωγή θα φθάσει τις 2.000.000 κιλοβατώρες, και ο σταθμός θα στοιχίσει 500.000 λίρες. xyxy=(1138,761,1349,887)
issue-date: Τρίτη 24 Όκτωβρίου 1961 xyxy=(1311,107,1566,127)
cinema-entry: ΜΕΤΡΟ — Τηλ. 22850 THIEF OF BAGHDAD (Στήβ Ρήβς, Τζόρτζια Μόλ) xyxy=(38,377,251,416)
lira-row xyxy=(938,1584,1126,1610)
novel-body xyxy=(38,1005,472,2159)
stock-row-cell: Βαμβακοεξαγωγικά xyxy=(700,1672,806,1685)
england-body xyxy=(1138,1154,1568,1690)
stock-row xyxy=(698,1568,923,1594)
radio-line: 23.16 Τραγούδι ή Πιτ Σάζα xyxy=(38,847,191,860)
stock-row xyxy=(698,1659,923,1672)
nasser-text: Αι δόσεις θα πληρώνονται εντός 5ετίας, με τόκο 4 τοις εκατό. Οι πολίται θα δύνανται να αγοράζουν με δόσεις αυτοκίνητα, ψυγεία, ραπτομηχανές και άλλα είδη εγχώριας βιομηχανίας. Η εφαρμογή θα αρχίσει από τον Νοέμβριο. xyxy=(1357,533,1568,645)
barbers-text: Το Υπουργείον Εφοδιασμού προέβλεψε ότι επιβάλλεται εις τους κουρείς, ράπτες, σιδηρουργούς και τενεκετζήδες να εκθέτουν εις εμφανή σημεία τας τιμάς των. Οι παραβάται θα τιμωρούνται με πρόστιμο. xyxy=(1357,761,1568,859)
stock-title: Η ΧΘΕΣΙΝΗ ΚΙΝΗΣΙΣ ΕΙΣ ΤΟ ΧΡΗΜΑΤΙΣΤΗΡΙΟΝ ΑΞΙΩΝ xyxy=(698,1512,1126,1564)
mourning-notice xyxy=(484,840,688,1010)
stock-row xyxy=(698,1672,923,1685)
donor-row-cell: 100 xyxy=(1103,1385,1124,1398)
